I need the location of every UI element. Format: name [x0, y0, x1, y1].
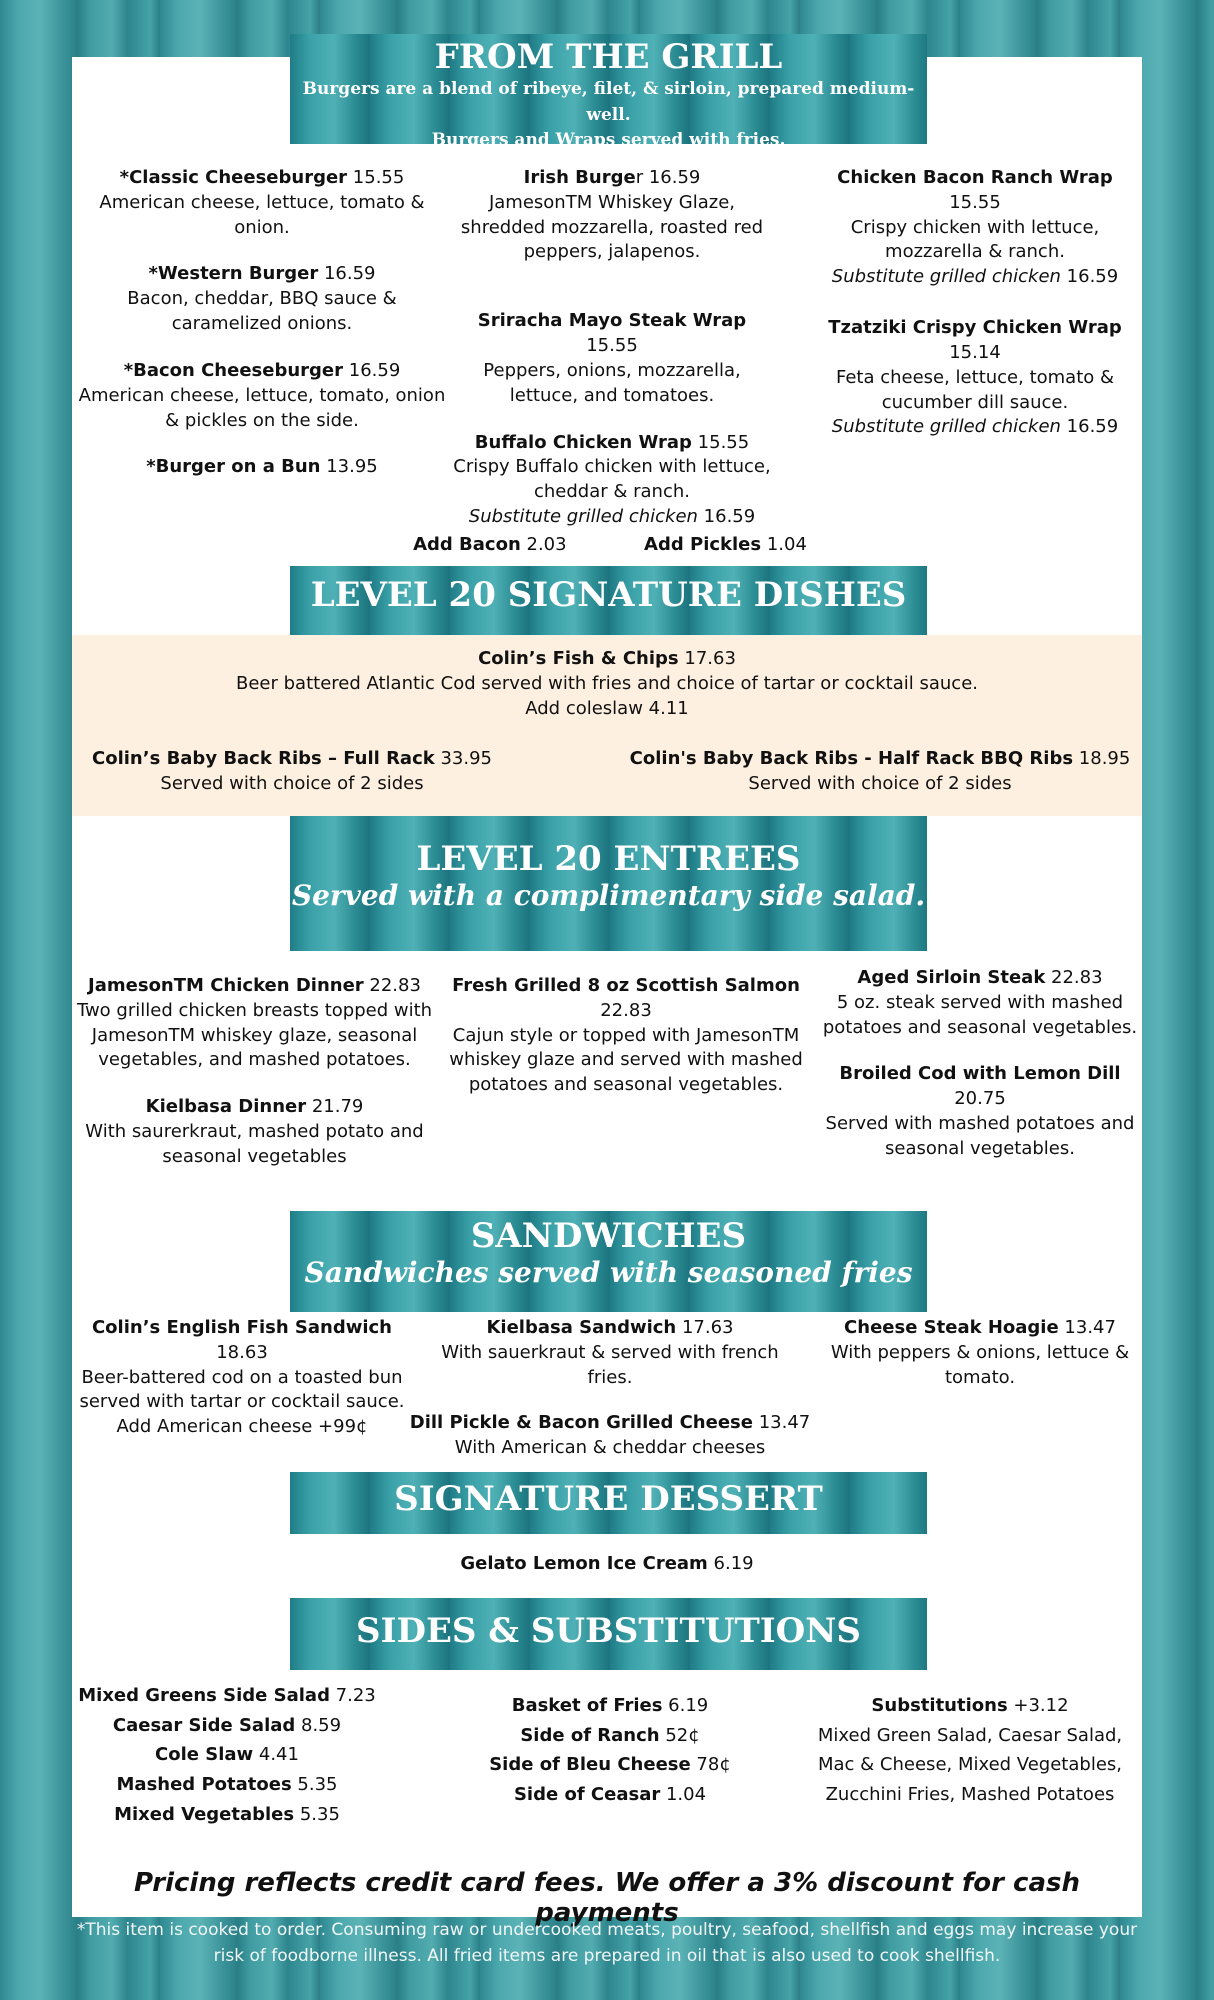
item-substitute-price: 16.59: [1060, 266, 1119, 288]
item-desc: Served with mashed potatoes and seasonal vegetables.: [825, 1113, 1135, 1159]
sandwich-column-2: [440, 1316, 780, 1390]
item-price: 13.95: [320, 456, 378, 478]
item-name: Kielbasa Sandwich: [486, 1317, 677, 1338]
grill-column-1: [72, 166, 452, 502]
item-desc: Served with choice of 2 sides: [160, 772, 424, 794]
sandwich-column-3: [820, 1316, 1140, 1390]
side-name: Mashed Potatoes: [116, 1774, 292, 1796]
side-item: [72, 1770, 382, 1800]
sides-title: SIDES & SUBSTITUTIONS: [356, 1611, 861, 1651]
item-desc: Crispy Buffalo chicken with lettuce, cheddar & ranch.: [453, 456, 771, 503]
item-price: 13.47: [1058, 1317, 1116, 1338]
menu-item: [452, 309, 772, 408]
entrees-subtitle: Served with a complimentary side salad.: [291, 879, 926, 913]
item-substitute-price: 16.59: [697, 506, 756, 528]
item-price: 18.95: [1073, 748, 1131, 769]
addon-name: Add Bacon: [413, 534, 521, 555]
item-price: 22.83: [363, 975, 421, 996]
side-price: 1.04: [660, 1784, 707, 1806]
sides-banner: [290, 1598, 927, 1670]
item-price: 15.55: [347, 167, 405, 188]
side-price: 78¢: [690, 1754, 731, 1776]
item-price: 13.47: [752, 1412, 811, 1433]
side-item: [450, 1750, 770, 1780]
item-price: 15.55: [691, 431, 750, 453]
side-price: 7.23: [329, 1685, 376, 1706]
item-price: 22.83: [600, 999, 652, 1021]
entrees-column-3: [815, 966, 1145, 1184]
menu-item: [452, 431, 772, 530]
addon-name: Add Pickles: [644, 534, 762, 555]
item-price: 6.19: [707, 1553, 754, 1574]
sandwich-column-1: [72, 1316, 412, 1440]
grill-banner: [290, 34, 927, 151]
food-safety-disclaimer: *This item is cooked to order. Consuming raw or undercooked meats, poultry, seafood, shellfish and eggs may increase your risk of foodborne illness. All fried items are prepared in oil that is also used to cook shellfish.: [76, 1920, 1138, 1966]
side-price: 5.35: [294, 1803, 340, 1825]
menu-item: [815, 1062, 1145, 1161]
menu-item: [452, 166, 772, 265]
signature-ribs-half: [600, 747, 1160, 797]
side-name: Mixed Greens Side Salad: [78, 1685, 330, 1706]
side-price: 4.41: [253, 1744, 299, 1766]
dessert-title: SIGNATURE DESSERT: [394, 1479, 823, 1519]
item-price: 21.79: [306, 1096, 364, 1118]
item-name: Broiled Cod with Lemon Dill: [839, 1063, 1121, 1085]
addon-price: 1.04: [761, 534, 807, 555]
item-desc: American cheese, lettuce, tomato & onion.: [99, 191, 425, 238]
item-desc: 5 oz. steak served with mashed potatoes and seasonal vegetables.: [822, 991, 1138, 1038]
item-name: Cheese Steak Hoagie: [844, 1317, 1059, 1338]
item-addon: Add coleslaw 4.11: [525, 697, 689, 719]
side-price: 52¢: [659, 1724, 700, 1746]
item-name: *Burger on a Bun: [146, 456, 321, 478]
dessert-banner: [290, 1472, 927, 1534]
item-desc: Beer-battered cod on a toasted bun served with tartar or cocktail sauce. Add American cheese +99¢: [79, 1366, 405, 1438]
entrees-title: LEVEL 20 ENTREES: [416, 839, 801, 879]
sandwiches-banner: [290, 1211, 927, 1312]
side-price: 8.59: [295, 1714, 342, 1736]
substitutions-price: +3.12: [1007, 1695, 1069, 1716]
sandwich-center: [400, 1411, 820, 1461]
side-name: Side of Bleu Cheese: [489, 1754, 691, 1776]
item-name: Tzatziki Crispy Chicken Wrap: [828, 317, 1122, 339]
item-name: Sriracha Mayo Steak Wrap: [477, 310, 747, 332]
sides-column-3: [815, 1691, 1125, 1810]
menu-item: [815, 316, 1135, 440]
item-desc: Cajun style or topped with JamesonTM whiskey glaze and served with mashed potatoes and seasonal vegetables.: [449, 1024, 803, 1096]
side-name: Side of Ranch: [520, 1724, 660, 1746]
grill-title: FROM THE GRILL: [434, 37, 783, 77]
item-name: *Bacon Cheeseburger: [123, 359, 344, 381]
item-name: Kielbasa Dinner: [145, 1096, 307, 1118]
signature-banner: [290, 566, 927, 636]
side-item: [450, 1691, 770, 1721]
menu-item: [72, 1095, 437, 1169]
item-desc: With peppers & onions, lettuce & tomato.: [830, 1341, 1130, 1388]
addon-price: 2.03: [520, 534, 567, 555]
item-name-suffix: r: [635, 167, 644, 188]
item-desc: Peppers, onions, mozzarella, lettuce, and tomatoes.: [483, 359, 741, 406]
item-name: Colin’s Baby Back Ribs – Full Rack: [92, 748, 435, 769]
item-name: Colin’s Fish & Chips: [478, 648, 679, 669]
item-name: JamesonTM Chicken Dinner: [88, 975, 364, 996]
menu-item: [72, 359, 452, 433]
menu-item: [72, 166, 452, 240]
side-name: Caesar Side Salad: [112, 1714, 296, 1736]
item-name: Gelato Lemon Ice Cream: [460, 1553, 708, 1574]
item-desc: Two grilled chicken breasts topped with JamesonTM whiskey glaze, seasonal vegetables, and mashed potatoes.: [76, 999, 433, 1071]
side-name: Mixed Vegetables: [114, 1803, 295, 1825]
item-desc: American cheese, lettuce, tomato, onion & pickles on the side.: [78, 384, 446, 431]
item-desc: With American & cheddar cheeses: [454, 1436, 766, 1458]
menu-item: [72, 455, 452, 480]
menu-item: [72, 262, 452, 336]
item-name: Colin’s English Fish Sandwich: [91, 1317, 393, 1338]
side-price: 5.35: [291, 1774, 338, 1796]
menu-item: [815, 966, 1145, 1040]
signature-fish: [72, 647, 1142, 721]
item-desc: Crispy chicken with lettuce, mozzarella & ranch.: [850, 216, 1100, 263]
substitutions-desc: Mixed Green Salad, Caesar Salad, Mac & Cheese, Mixed Vegetables, Zucchini Fries, Mashed Potatoes: [817, 1724, 1123, 1806]
item-desc: Beer battered Atlantic Cod served with fries and choice of tartar or cocktail sauce.: [236, 672, 978, 694]
item-price: 15.55: [586, 335, 638, 357]
item-substitute-price: 16.59: [1060, 416, 1119, 438]
item-name: Buffalo Chicken Wrap: [474, 431, 692, 453]
item-desc: Served with choice of 2 sides: [748, 772, 1012, 794]
sides-column-2: [450, 1691, 770, 1810]
side-price: 6.19: [662, 1695, 709, 1716]
side-item: [450, 1721, 770, 1751]
item-desc: Feta cheese, lettuce, tomato & cucumber dill sauce.: [835, 366, 1115, 413]
item-substitute: Substitute grilled chicken: [468, 506, 698, 528]
dessert-item: [72, 1552, 1142, 1577]
item-desc: With sauerkraut & served with french fries.: [441, 1341, 779, 1388]
menu-item: [437, 974, 815, 1098]
signature-title: LEVEL 20 SIGNATURE DISHES: [310, 575, 907, 615]
grill-subtitle-2: Burgers and Wraps served with fries.: [431, 130, 786, 151]
menu-item: [72, 974, 437, 1073]
entrees-column-2: [437, 974, 815, 1120]
item-desc: JamesonTM Whiskey Glaze, shredded mozzarella, roasted red peppers, jalapenos.: [460, 191, 764, 263]
menu-item: [815, 166, 1135, 290]
item-name: Dill Pickle & Bacon Grilled Cheese: [409, 1412, 753, 1433]
entrees-column-1: [72, 974, 437, 1192]
item-price: 33.95: [434, 748, 492, 769]
item-price: 16.59: [318, 263, 376, 285]
item-price: 17.63: [676, 1317, 734, 1338]
side-item: [450, 1780, 770, 1810]
item-price: 16.59: [343, 359, 401, 381]
item-desc: Bacon, cheddar, BBQ sauce & caramelized onions.: [127, 288, 397, 335]
item-desc: With saurerkraut, mashed potato and seasonal vegetables: [85, 1121, 424, 1167]
side-name: Cole Slaw: [155, 1744, 254, 1766]
sandwiches-subtitle: Sandwiches served with seasoned fries: [304, 1256, 913, 1290]
signature-ribs-full: [72, 747, 512, 797]
substitutions-name: Substitutions: [871, 1695, 1008, 1716]
item-price: 15.14: [949, 341, 1001, 363]
item-price: 18.63: [216, 1341, 268, 1363]
side-item: [72, 1800, 382, 1830]
item-name: Irish Burge: [523, 167, 636, 188]
sides-column-1: [72, 1681, 382, 1829]
item-name: Aged Sirloin Steak: [857, 967, 1046, 988]
item-name: Chicken Bacon Ranch Wrap: [837, 167, 1113, 188]
item-name: Colin's Baby Back Ribs - Half Rack BBQ Ribs: [629, 748, 1074, 769]
grill-column-2: [452, 166, 772, 552]
side-item: [72, 1681, 382, 1711]
side-name: Basket of Fries: [511, 1695, 663, 1716]
item-name: *Classic Cheeseburger: [119, 167, 348, 188]
side-item: [72, 1711, 382, 1741]
item-name: *Western Burger: [148, 263, 319, 285]
grill-column-3: [815, 166, 1135, 462]
entrees-banner: [290, 816, 927, 951]
side-item: [72, 1740, 382, 1770]
side-name: Side of Ceasar: [513, 1784, 661, 1806]
item-substitute: Substitute grilled chicken: [831, 416, 1061, 438]
item-name: Fresh Grilled 8 oz Scottish Salmon: [452, 975, 800, 996]
item-price: 20.75: [954, 1088, 1006, 1110]
cash-discount-note: Pricing reflects credit card fees. We offer a 3% discount for cash payments: [134, 1868, 1080, 1928]
grill-addons: [400, 533, 820, 558]
item-price: 17.63: [678, 648, 736, 669]
sandwiches-title: SANDWICHES: [470, 1216, 747, 1256]
item-substitute: Substitute grilled chicken: [831, 266, 1061, 288]
item-price: 16.59: [643, 167, 701, 188]
item-price: 22.83: [1045, 967, 1103, 988]
item-price: 15.55: [949, 191, 1001, 213]
grill-subtitle-1: Burgers are a blend of ribeye, filet, & sirloin, prepared medium-well.: [302, 79, 915, 125]
